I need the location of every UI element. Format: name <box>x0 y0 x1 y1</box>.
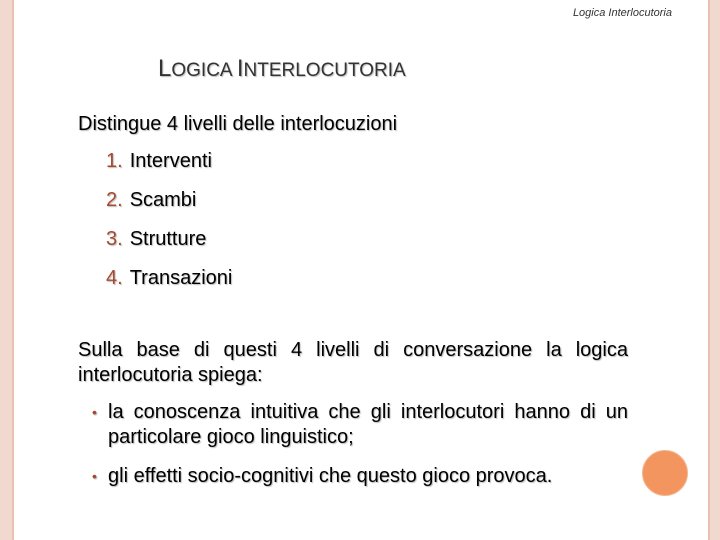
title-initial-l: L <box>158 55 172 82</box>
list-label: Transazioni <box>129 267 233 289</box>
bullet-list <box>90 400 628 489</box>
bullet-item <box>90 464 628 489</box>
bullet-icon: • <box>92 468 97 484</box>
list-item <box>106 189 232 228</box>
bullet-text: la conoscenza intuitiva che gli interlocutori hanno di un particolare gioco linguistico; <box>108 401 628 448</box>
title-initial-i: I <box>236 55 244 82</box>
list-label: Strutture <box>129 228 207 250</box>
levels-list <box>106 150 232 306</box>
title-part-1: OGICA <box>171 60 237 81</box>
left-border-line <box>12 0 14 540</box>
list-label: Scambi <box>129 189 197 211</box>
left-border-decoration <box>0 0 12 540</box>
right-border-line <box>708 0 710 540</box>
title-part-2: NTERLOCUTORIA <box>243 60 406 81</box>
list-item <box>106 228 232 267</box>
list-item <box>106 150 232 189</box>
bullet-icon: • <box>92 404 97 420</box>
list-number: 4. <box>106 267 123 289</box>
list-item <box>106 267 232 306</box>
slide-header: Logica Interlocutoria <box>572 7 672 19</box>
intro-text: Distingue 4 livelli delle interlocuzioni <box>78 113 398 135</box>
list-number: 1. <box>106 150 123 172</box>
bullet-item <box>90 400 628 450</box>
decorative-circle-icon <box>642 450 688 496</box>
right-border-decoration <box>710 0 720 540</box>
slide-title <box>158 55 406 83</box>
list-number: 3. <box>106 228 123 250</box>
body-paragraph: Sulla base di questi 4 livelli di conversazione la logica interlocutoria spiega: <box>78 339 628 386</box>
list-label: Interventi <box>129 150 212 172</box>
list-number: 2. <box>106 189 123 211</box>
bullet-text: gli effetti socio-cognitivi che questo gioco provoca. <box>108 465 553 487</box>
